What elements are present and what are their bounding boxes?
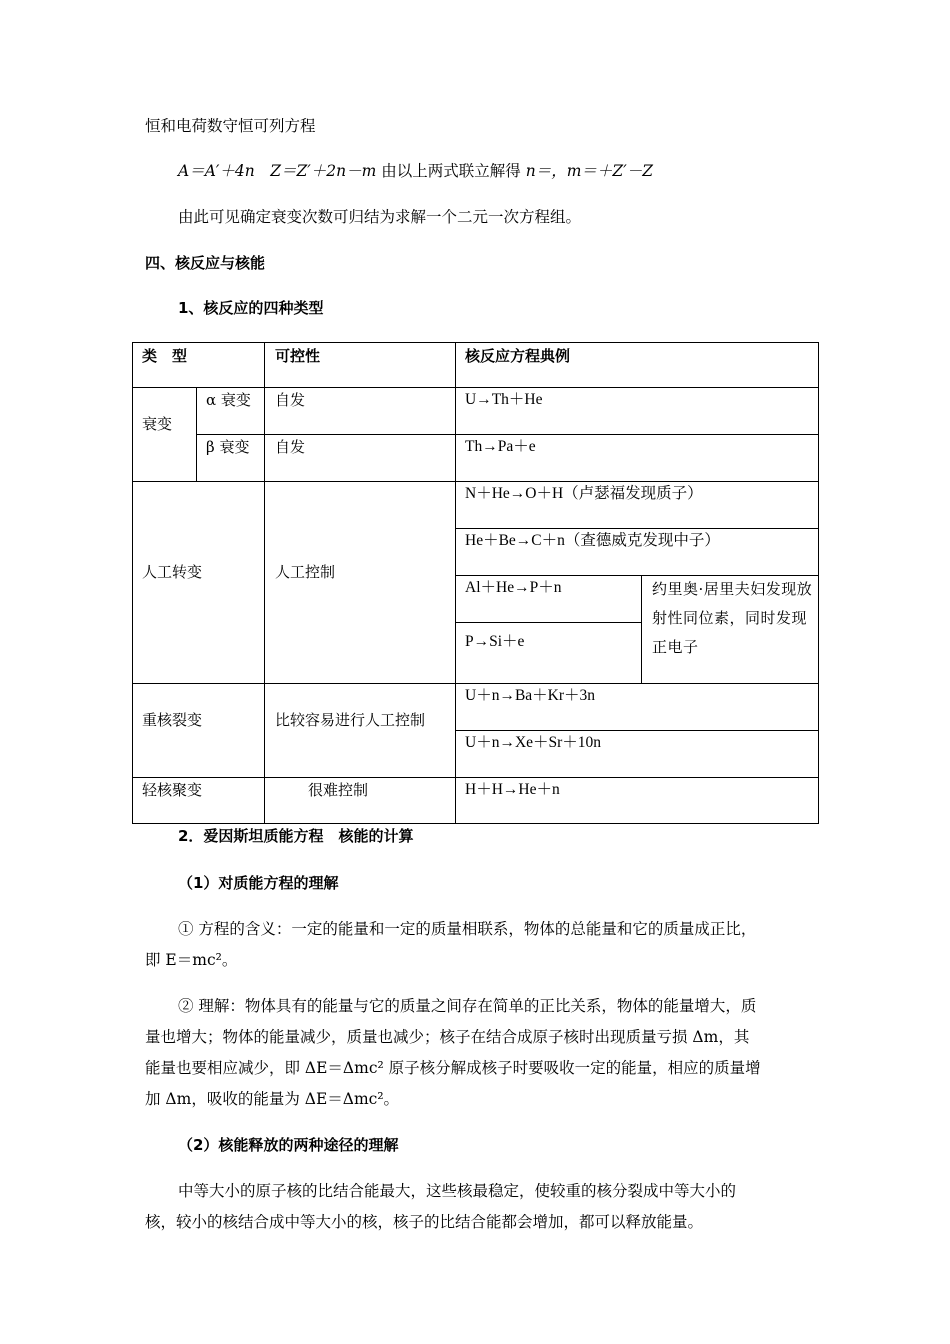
fission-equation-2: U＋n→Xe＋Sr＋10n xyxy=(465,734,602,751)
alpha-decay-label: α 衰变 xyxy=(206,391,251,409)
conservation-equations: A＝A′＋4n Z＝Z′＋2n－m xyxy=(178,162,377,180)
beta-decay-equation: Th→Pa＋e xyxy=(465,438,536,455)
fusion-control: 很难控制 xyxy=(308,781,369,799)
section-4-title: 四、核反应与核能 xyxy=(145,254,266,272)
p3-line-2: 核，较小的核结合成中等大小的核，核子的比结合能都会增加，都可以释放能量。 xyxy=(145,1213,704,1231)
header-example: 核反应方程典例 xyxy=(465,347,571,365)
fission-label: 重核裂变 xyxy=(142,711,203,729)
alpha-decay-control: 自发 xyxy=(275,391,306,409)
beta-decay-label: β 衰变 xyxy=(206,438,250,456)
p2-line-4: 加 Δm，吸收的能量为 ΔE＝Δmc²。 xyxy=(145,1090,400,1108)
artificial-label: 人工转变 xyxy=(142,563,203,581)
fusion-label: 轻核聚变 xyxy=(142,781,203,799)
section-2-sub2: （2）核能释放的两种途径的理解 xyxy=(178,1136,399,1154)
p1-line-2: 即 E＝mc²。 xyxy=(145,951,238,969)
artificial-equation-4: P→Si＋e xyxy=(465,633,525,650)
artificial-equation-2: He＋Be→C＋n（查德威克发现中子） xyxy=(465,532,720,549)
p3-line-1: 中等大小的原子核的比结合能最大，这些核最稳定，使较重的核分裂成中等大小的 xyxy=(178,1182,737,1200)
fusion-equation: H＋H→He＋n xyxy=(465,781,560,798)
header-type: 类 型 xyxy=(142,347,188,365)
p2-line-1: ② 理解：物体具有的能量与它的质量之间存在简单的正比关系，物体的能量增大，质 xyxy=(178,997,757,1015)
artificial-note: 约里奥·居里夫妇发现放射性同位素，同时发现正电子 xyxy=(652,580,813,656)
intro-line-1: 恒和电荷数守恒可列方程 xyxy=(145,117,316,135)
section-2-title: 2．爱因斯坦质能方程 核能的计算 xyxy=(178,827,414,845)
artificial-control: 人工控制 xyxy=(275,563,336,581)
decay-label: 衰变 xyxy=(142,415,173,433)
intro-equation-line xyxy=(178,161,653,181)
header-control: 可控性 xyxy=(275,347,321,365)
p2-line-3: 能量也要相应减少，即 ΔE＝Δmc² 原子核分解成核子时要吸收一定的能量，相应的质量增 xyxy=(145,1059,761,1077)
artificial-equation-3: Al＋He→P＋n xyxy=(465,579,562,596)
beta-decay-control: 自发 xyxy=(275,438,306,456)
nuclear-reaction-table xyxy=(132,342,819,824)
p2-line-2: 量也增大；物体的能量减少，质量也减少；核子在结合成原子核时出现质量亏损 Δm，其 xyxy=(145,1028,750,1046)
alpha-decay-equation: U→Th＋He xyxy=(465,391,543,408)
fission-equation-1: U＋n→Ba＋Kr＋3n xyxy=(465,687,596,704)
intro-conclusion: 由此可见确定衰变次数可归结为求解一个二元一次方程组。 xyxy=(178,208,582,226)
section-4-subtitle: 1、核反应的四种类型 xyxy=(178,299,324,317)
section-2-sub1: （1）对质能方程的理解 xyxy=(178,874,339,892)
solution-values: n＝，m＝＋Z′－Z xyxy=(525,162,653,180)
fission-control: 比较容易进行人工控制 xyxy=(275,711,426,729)
artificial-equation-1: N＋He→O＋H（卢瑟福发现质子） xyxy=(465,485,703,502)
p1-line-1: ① 方程的含义：一定的能量和一定的质量相联系，物体的总能量和它的质量成正比， xyxy=(178,920,757,938)
solve-text: 由以上两式联立解得 xyxy=(381,162,521,180)
